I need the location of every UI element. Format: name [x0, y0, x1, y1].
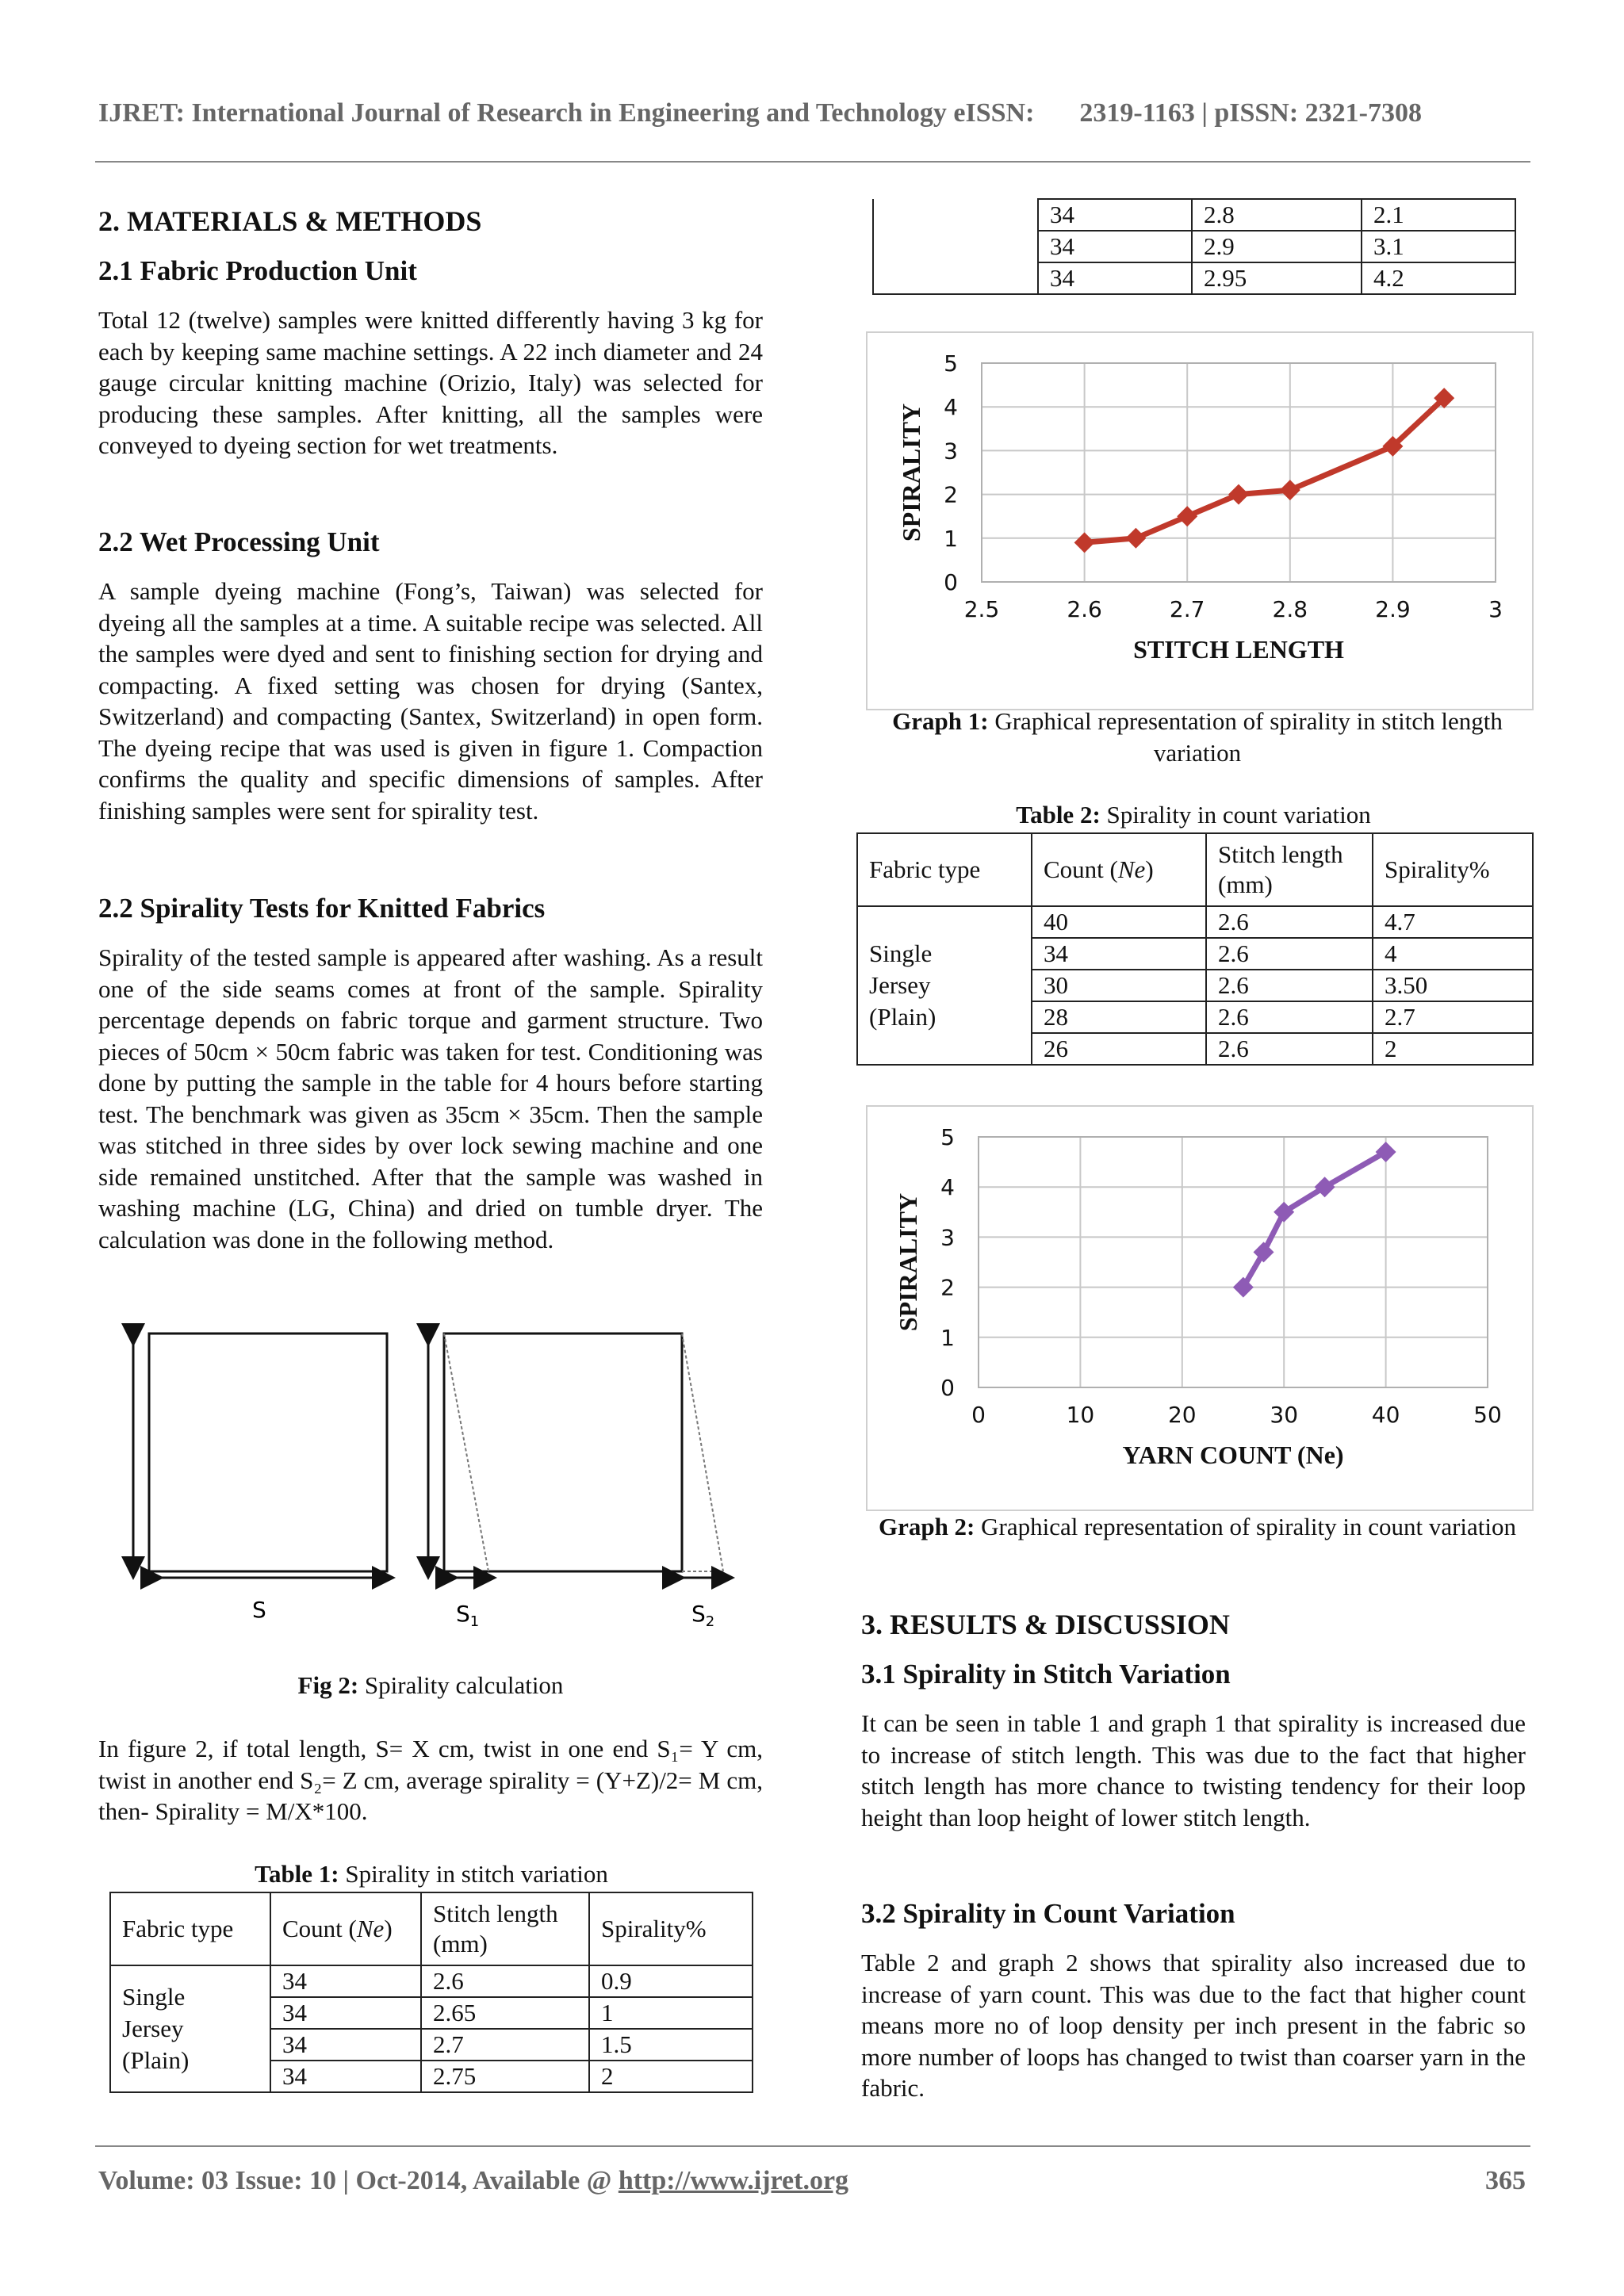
table1-header-fabric: Fabric type: [110, 1892, 270, 1965]
fig2-caption: [98, 1670, 763, 1701]
table2-cell: 2.6: [1206, 1001, 1373, 1033]
table1-cell: 2.6: [421, 1965, 589, 1997]
series-line: [1085, 398, 1445, 542]
table2-cell: 4: [1373, 938, 1533, 970]
data-point: [1074, 532, 1095, 553]
y-tick-label: 4: [940, 1174, 955, 1201]
plot-area: [979, 1137, 1488, 1387]
series-line: [1243, 1152, 1386, 1288]
table2-cell: 2.6: [1206, 906, 1373, 938]
y-tick-label: 0: [940, 1375, 955, 1401]
table2-label: Table 2:: [1016, 801, 1101, 828]
table1-label: Table 1:: [255, 1860, 339, 1888]
data-point: [1228, 484, 1249, 505]
y-tick-label: 1: [944, 525, 958, 552]
footer-link[interactable]: http://www.ijret.org: [618, 2166, 849, 2195]
table1-cell: 2.65: [421, 1997, 589, 2029]
section-wet-title: 2.2 Wet Processing Unit: [98, 526, 380, 557]
graph1-label: Graph 1:: [892, 707, 989, 735]
footer-info: [98, 2166, 848, 2196]
y-tick-label: 1: [940, 1324, 955, 1351]
table2-cell: 2.6: [1206, 970, 1373, 1001]
table1-cell: 34: [270, 1965, 421, 1997]
table1-cell: 2.9: [1192, 231, 1362, 262]
table1-cell: 1: [589, 1997, 753, 2029]
table2-caption: [856, 799, 1530, 831]
table1-cell: 2.8: [1192, 199, 1362, 231]
footer-volume: Volume: 03 Issue: 10 | Oct-2014, Available @: [98, 2166, 612, 2195]
table2-cell: 2.7: [1373, 1001, 1533, 1033]
table2-header-stitch: Stitch length (mm): [1206, 833, 1373, 906]
table1: [109, 1892, 753, 2093]
spirality-calculation-figure: [119, 1316, 737, 1641]
twist-line-left: [444, 1334, 488, 1571]
graph1-chart: [868, 333, 1532, 709]
graph2-caption: [872, 1511, 1522, 1543]
y-tick-label: 2: [944, 481, 958, 508]
header-rule: [95, 161, 1530, 163]
table2-cell: 2: [1373, 1033, 1533, 1065]
journal-issn: 2319-1163 | pISSN: 2321-7308: [1079, 98, 1422, 128]
y-tick-label: 4: [944, 394, 958, 421]
data-point: [1280, 480, 1300, 500]
table2-cell: 30: [1032, 970, 1206, 1001]
table1-header-row: [110, 1892, 753, 1965]
table2-cell: 4.7: [1373, 906, 1533, 938]
table1-cell: 4.2: [1362, 262, 1515, 294]
table1-cell: 34: [1038, 262, 1192, 294]
table2-fabric-type: Single Jersey (Plain): [857, 906, 1032, 1065]
plot-area: [982, 363, 1496, 582]
table2-header-spirality: Spirality%: [1373, 833, 1533, 906]
twist-line-right: [682, 1334, 723, 1571]
spirality-paragraph: Spirality of the tested sample is appeared after washing. As a result one of the side seams comes at front of the sample. Spirality percentage depends on fabric torque and garment structure. Two pieces of 50cm × 50cm fabric was taken for test. Conditioning was done by putting the sample in the table for 4 hours before starting test. The benchmark was given as 35cm × 35cm. Then the sample was stitched in three sides by over lock sewing machine and one side remained unstitched. After that the sample was washed in washing machine (LG, China) and dried on tumble dryer. The calculation was done in the following method.: [98, 943, 763, 1253]
section-spirality-title: 2.2 Spirality Tests for Knitted Fabrics: [98, 893, 546, 924]
graph2-chart: [868, 1107, 1532, 1510]
table2-cell: 34: [1032, 938, 1206, 970]
table1-cell: 34: [270, 1997, 421, 2029]
journal-title: IJRET: International Journal of Research in Engineering and Technology eISSN:: [98, 98, 1035, 128]
table1-cell: 2: [589, 2061, 753, 2092]
table1-cell: 2.1: [1362, 199, 1515, 231]
fig2-label: Fig 2:: [297, 1671, 359, 1699]
x-axis-title: STITCH LENGTH: [1133, 635, 1344, 664]
table-row: [873, 199, 1515, 231]
table2-cell: 26: [1032, 1033, 1206, 1065]
data-point: [1125, 528, 1146, 549]
y-tick-label: 0: [944, 569, 958, 595]
fig2-caption-text: Spirality calculation: [364, 1671, 564, 1699]
graph2-container: [866, 1105, 1534, 1511]
section-stitch-variation-title: 3.1 Spirality in Stitch Variation: [861, 1659, 1231, 1689]
y-tick-label: 3: [944, 438, 958, 465]
table1-cell: 34: [270, 2061, 421, 2092]
graph2-label: Graph 2:: [878, 1513, 975, 1540]
table2: [856, 832, 1534, 1066]
table1-cell: 2.7: [421, 2029, 589, 2061]
x-tick-label: 40: [1371, 1402, 1400, 1428]
section-results-title: 3. RESULTS & DISCUSSION: [861, 1609, 1230, 1640]
page-number: 365: [1485, 2166, 1526, 2195]
wet-paragraph: A sample dyeing machine (Fong’s, Taiwan) was selected for dyeing all the samples at a time. A suitable recipe was selected. All the samples were dyed and sent to finishing section for drying and compacting. A fixed setting was chosen for drying (Santex, Switzerland) and compacting (Santex, Switzerland) in open form. The dyeing recipe that was used is given in figure 1. Compaction confirms the quality and specific dimensions of samples. After finishing samples were sent for spirality test.: [98, 577, 763, 825]
fabric-square-before: [149, 1334, 387, 1571]
x-tick-label: 30: [1270, 1402, 1299, 1428]
table-row: [110, 1965, 753, 1997]
table-row: [857, 906, 1533, 938]
table2-cell: 3.50: [1373, 970, 1533, 1001]
formula-paragraph: In figure 2, if total length, S= X cm, twist in one end S₁= Y cm, twist in another end S₂= Z cm, average spirality = (Y+Z)/2= M cm, then- Spirality = M/X*100.: [98, 1735, 763, 1825]
x-tick-label: 0: [971, 1402, 986, 1428]
stitch-variation-paragraph: It can be seen in table 1 and graph 1 that spirality is increased due to increase of stitch length. This was due to the fact that higher stitch length has more chance to twisting tendency for their loop height than loop height of lower stitch length.: [861, 1709, 1526, 1831]
footer-rule: [95, 2145, 1530, 2147]
table1-title: Spirality in stitch variation: [345, 1860, 608, 1888]
table2-cell: 2.6: [1206, 1033, 1373, 1065]
y-axis-title: SPIRALITY: [897, 403, 925, 542]
x-tick-label: 3: [1488, 596, 1503, 622]
label-s: S: [252, 1597, 266, 1623]
journal-header: [98, 98, 1422, 128]
table1-cell: 34: [1038, 199, 1192, 231]
data-point: [1177, 506, 1197, 526]
y-tick-label: 3: [940, 1224, 955, 1251]
x-tick-label: 50: [1473, 1402, 1502, 1428]
section-fabric-title: 2.1 Fabric Production Unit: [98, 255, 417, 286]
y-axis-title: SPIRALITY: [894, 1192, 922, 1332]
table1-cell: 34: [1038, 231, 1192, 262]
graph1-caption-text: Graphical representation of spirality in stitch length variation: [994, 707, 1503, 767]
fabric-paragraph: Total 12 (twelve) samples were knitted differently having 3 kg for each by keeping same machine settings. A 22 inch diameter and 24 gauge circular knitting machine (Orizio, Italy) was selected for producing these samples. After knitting, all the samples were conveyed to dyeing section for wet treatments.: [98, 306, 763, 459]
table2-title: Spirality in count variation: [1106, 801, 1371, 828]
table2-cell: 28: [1032, 1001, 1206, 1033]
count-variation-paragraph: Table 2 and graph 2 shows that spirality also increased due to increase of yarn count. This was due to the fact that higher count means more no of loop density per inch present in the fabric so more number of loops has changed to twist than coarser yarn in the fabric.: [861, 1949, 1526, 2102]
table2-header-row: [857, 833, 1533, 906]
table1-fabric-type: Single Jersey (Plain): [110, 1965, 270, 2092]
graph1-caption: [872, 706, 1522, 768]
section-count-variation-title: 3.2 Spirality in Count Variation: [861, 1898, 1235, 1929]
table1-header-count: Count (Ne): [270, 1892, 421, 1965]
table2-cell: 40: [1032, 906, 1206, 938]
label-s1: $S_1$: [456, 1601, 480, 1630]
x-tick-label: 2.8: [1272, 596, 1308, 622]
table1-cell: 2.95: [1192, 262, 1362, 294]
label-s2: $S_2$: [691, 1601, 715, 1630]
fabric-square-after: [444, 1334, 682, 1571]
table1-caption: [109, 1858, 753, 1890]
graph1-container: [866, 331, 1534, 710]
x-tick-label: 2.9: [1375, 596, 1411, 622]
section-materials-title: 2. MATERIALS & METHODS: [98, 205, 482, 237]
table2-header-count: Count (Ne): [1032, 833, 1206, 906]
x-tick-label: 2.7: [1169, 596, 1205, 622]
table1-cell: 34: [270, 2029, 421, 2061]
table1-cell: 1.5: [589, 2029, 753, 2061]
y-tick-label: 2: [940, 1274, 955, 1301]
table1-cell: 3.1: [1362, 231, 1515, 262]
table1-header-stitch: Stitch length (mm): [421, 1892, 589, 1965]
graph2-caption-text: Graphical representation of spirality in count variation: [981, 1513, 1517, 1540]
x-tick-label: 10: [1066, 1402, 1095, 1428]
x-tick-label: 20: [1167, 1402, 1197, 1428]
table1-header-spirality: Spirality%: [589, 1892, 753, 1965]
table1-cell: 2.75: [421, 2061, 589, 2092]
x-axis-title: YARN COUNT (Ne): [1122, 1441, 1344, 1469]
table1-fabric-type-continued: [873, 199, 1038, 294]
x-tick-label: 2.5: [963, 596, 1000, 622]
y-tick-label: 5: [944, 350, 958, 377]
table1-continued: [872, 198, 1516, 295]
table2-cell: 2.6: [1206, 938, 1373, 970]
table1-cell: 0.9: [589, 1965, 753, 1997]
table2-header-fabric: Fabric type: [857, 833, 1032, 906]
y-tick-label: 5: [940, 1124, 955, 1150]
x-tick-label: 2.6: [1067, 596, 1102, 622]
